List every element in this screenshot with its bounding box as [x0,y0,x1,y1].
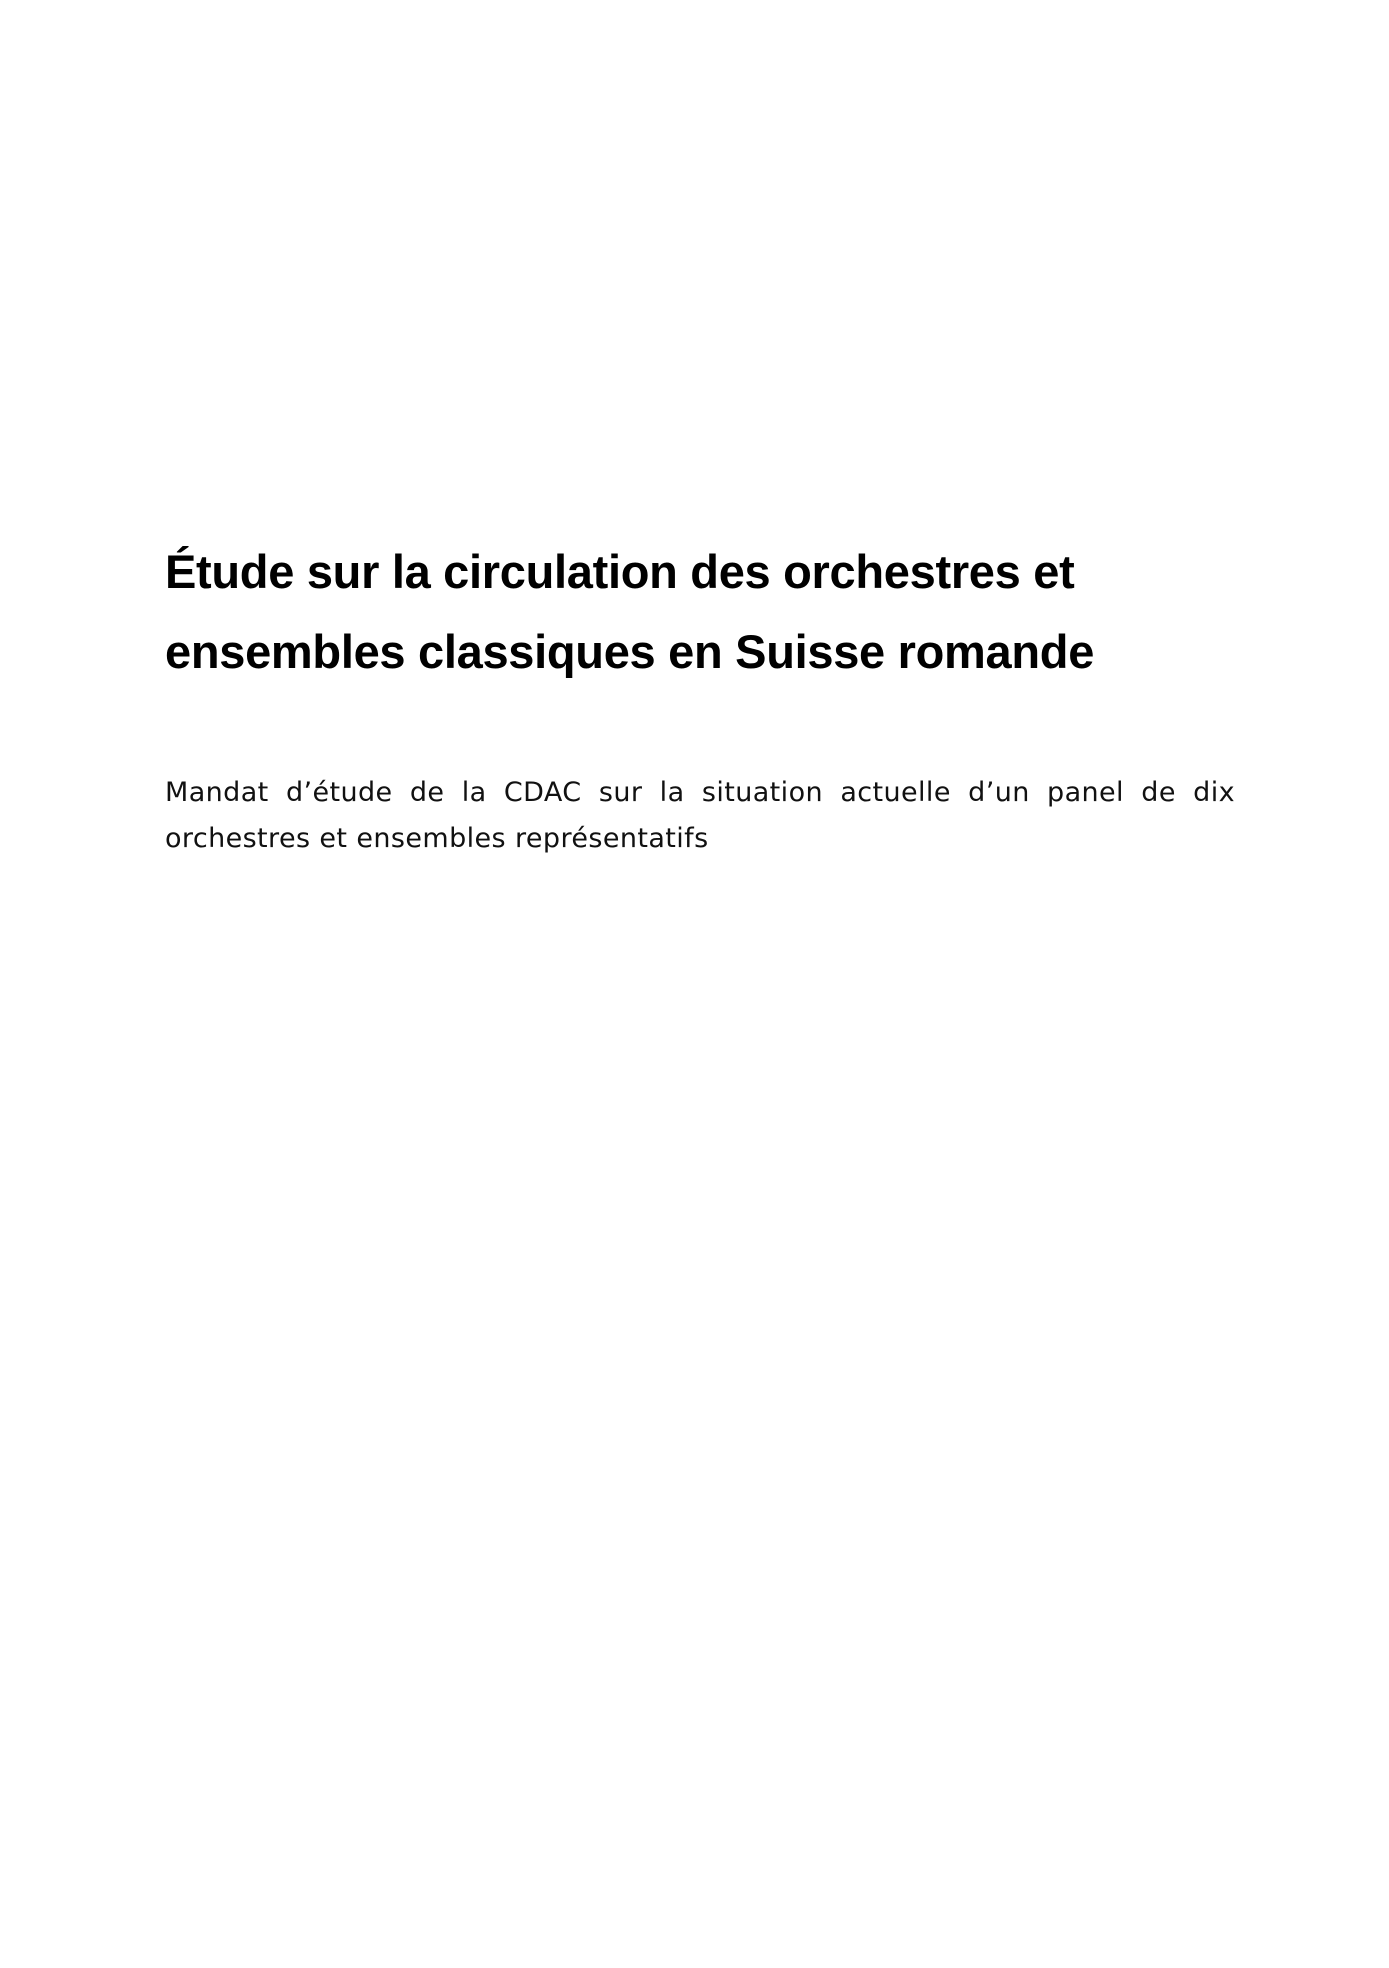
title-line-2: ensembles classiques en Suisse romande [165,625,1095,678]
document-title [165,532,1235,692]
title-line-1: Étude sur la circulation des orchestres et [165,545,1075,598]
title-block [165,532,1235,862]
document-subtitle: Mandat d’étude de la CDAC sur la situation actuelle d’un panel de dix orchestres et ensembles représentatifs [165,777,1235,854]
